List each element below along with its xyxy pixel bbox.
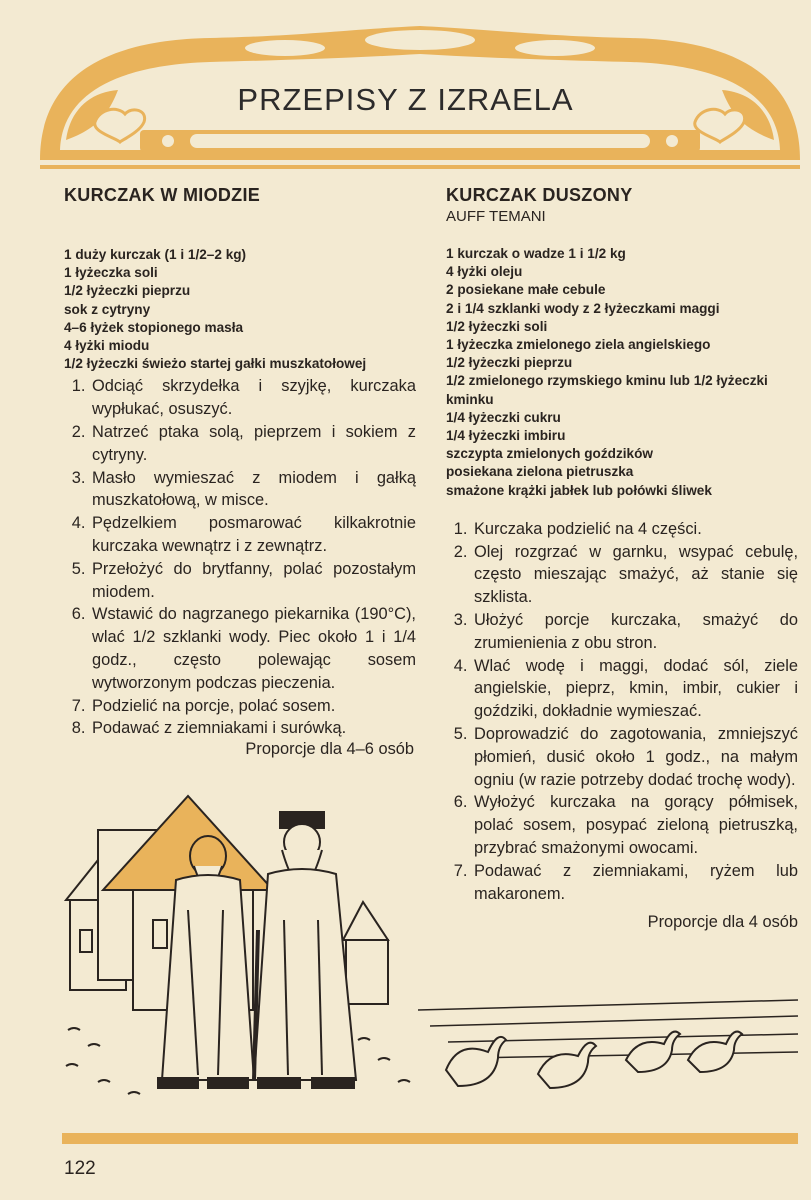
recipe-subtitle: AUFF TEMANI bbox=[446, 208, 546, 225]
step-item: 7. Podawać z ziemniakami, ryżem lub makaronem. bbox=[472, 860, 798, 906]
header-divider bbox=[40, 165, 800, 169]
step-item: 3. Masło wymieszać z miodem i gałką muszkatołową, w misce. bbox=[90, 467, 416, 513]
recipe-kurczak-w-miodzie bbox=[64, 185, 416, 759]
ingredient-list bbox=[64, 246, 416, 373]
geese-illustration bbox=[446, 1032, 742, 1088]
ingredient-item: 1/4 łyżeczki imbiru bbox=[446, 428, 566, 444]
ingredient-item: 4–6 łyżek stopionego masła bbox=[64, 319, 244, 335]
step-item: 2. Olej rozgrzać w garnku, wsypać cebulę, często mieszając smażyć, aż stanie się szklista. bbox=[472, 541, 798, 609]
recipe-title: KURCZAK W MIODZIE bbox=[64, 185, 261, 205]
ingredient-item: 2 i 1/4 szklanki wody z 2 łyżeczkami maggi bbox=[446, 300, 720, 316]
ingredient-item: 1 duży kurczak (1 i 1/2–2 kg) bbox=[64, 247, 247, 262]
step-item: 1. Odciąć skrzydełka i szyjkę, kurczaka wypłukać, osuszyć. bbox=[90, 375, 416, 421]
step-item: 8. Podawać z ziemniakami i surówką. bbox=[90, 717, 416, 740]
village-illustration bbox=[58, 790, 798, 1110]
ingredient-item: 1 łyżeczka zmielonego ziela angielskiego bbox=[446, 337, 711, 353]
step-item: 3. Ułożyć porcje kurczaka, smażyć do zrumienienia z obu stron. bbox=[472, 609, 798, 655]
step-item: 1. Kurczaka podzielić na 4 części. bbox=[472, 518, 798, 541]
step-item: 2. Natrzeć ptaka solą, pieprzem i sokiem z cytryny. bbox=[90, 421, 416, 467]
ingredient-item: 1/2 łyżeczki świeżo startej gałki muszkatołowej bbox=[64, 356, 367, 372]
page-number: 122 bbox=[64, 1158, 96, 1179]
ingredient-item: 4 łyżki miodu bbox=[64, 338, 150, 354]
ingredient-item: 1 kurczak o wadze 1 i 1/2 kg bbox=[446, 246, 626, 261]
elder-right-figure bbox=[254, 812, 356, 1088]
footer-divider bbox=[62, 1133, 798, 1144]
step-item: 5. Doprowadzić do zagotowania, zmniejszyć płomień, dusić około 1 godz., na małym ogniu (w razie potrzeby dodać trochę wody). bbox=[472, 723, 798, 791]
ingredient-item: 1/4 łyżeczki cukru bbox=[446, 409, 561, 425]
ingredient-item: 1 łyżeczka soli bbox=[64, 265, 158, 281]
step-item: 7. Podzielić na porcje, polać sosem. bbox=[90, 695, 416, 718]
recipe-title: KURCZAK DUSZONY bbox=[446, 185, 633, 205]
page-title: PRZEPISY Z IZRAELA bbox=[237, 82, 574, 117]
ingredient-item: 2 posiekane małe cebule bbox=[446, 282, 606, 298]
ingredient-item: 1/2 łyżeczki pieprzu bbox=[446, 355, 573, 371]
step-item: 6. Wyłożyć kurczaka na gorący półmisek, polać sosem, posypać zieloną pietruszką, przybrać smażonymi owocami. bbox=[472, 791, 798, 859]
ingredient-list bbox=[446, 245, 798, 500]
ingredient-item: smażone krążki jabłek lub połówki śliwek bbox=[446, 482, 712, 498]
ingredient-item: 1/2 łyżeczki soli bbox=[446, 318, 548, 334]
step-item: 5. Przełożyć do brytfanny, polać pozostałym miodem. bbox=[90, 558, 416, 604]
step-item: 6. Wstawić do nagrzanego piekarnika (190°C), wlać 1/2 szklanki wody. Piec około 1 i 1/4 godz., często polewając sosem wytworzonym podczas pieczenia. bbox=[90, 603, 416, 694]
ingredient-item: 4 łyżki oleju bbox=[446, 264, 523, 280]
step-list bbox=[64, 375, 416, 740]
ingredient-item: szczypta zmielonych goździków bbox=[446, 446, 653, 462]
ingredient-item: 1/2 łyżeczki pieprzu bbox=[64, 283, 191, 299]
ingredient-item: posiekana zielona pietruszka bbox=[446, 464, 634, 480]
ingredient-item: sok z cytryny bbox=[64, 301, 151, 317]
servings-note: Proporcje dla 4 osób bbox=[647, 913, 798, 932]
servings-note: Proporcje dla 4–6 osób bbox=[245, 740, 414, 759]
step-item: 4. Wlać wodę i maggi, dodać sól, ziele angielskie, pieprz, kmin, imbir, cukier i goździki, dokładnie wymieszać. bbox=[472, 655, 798, 723]
ingredient-item: 1/2 zmielonego rzymskiego kminu lub 1/2 łyżeczki kminku bbox=[446, 373, 768, 407]
step-item: 4. Pędzelkiem posmarować kilkakrotnie kurczaka wewnątrz i z zewnątrz. bbox=[90, 512, 416, 558]
